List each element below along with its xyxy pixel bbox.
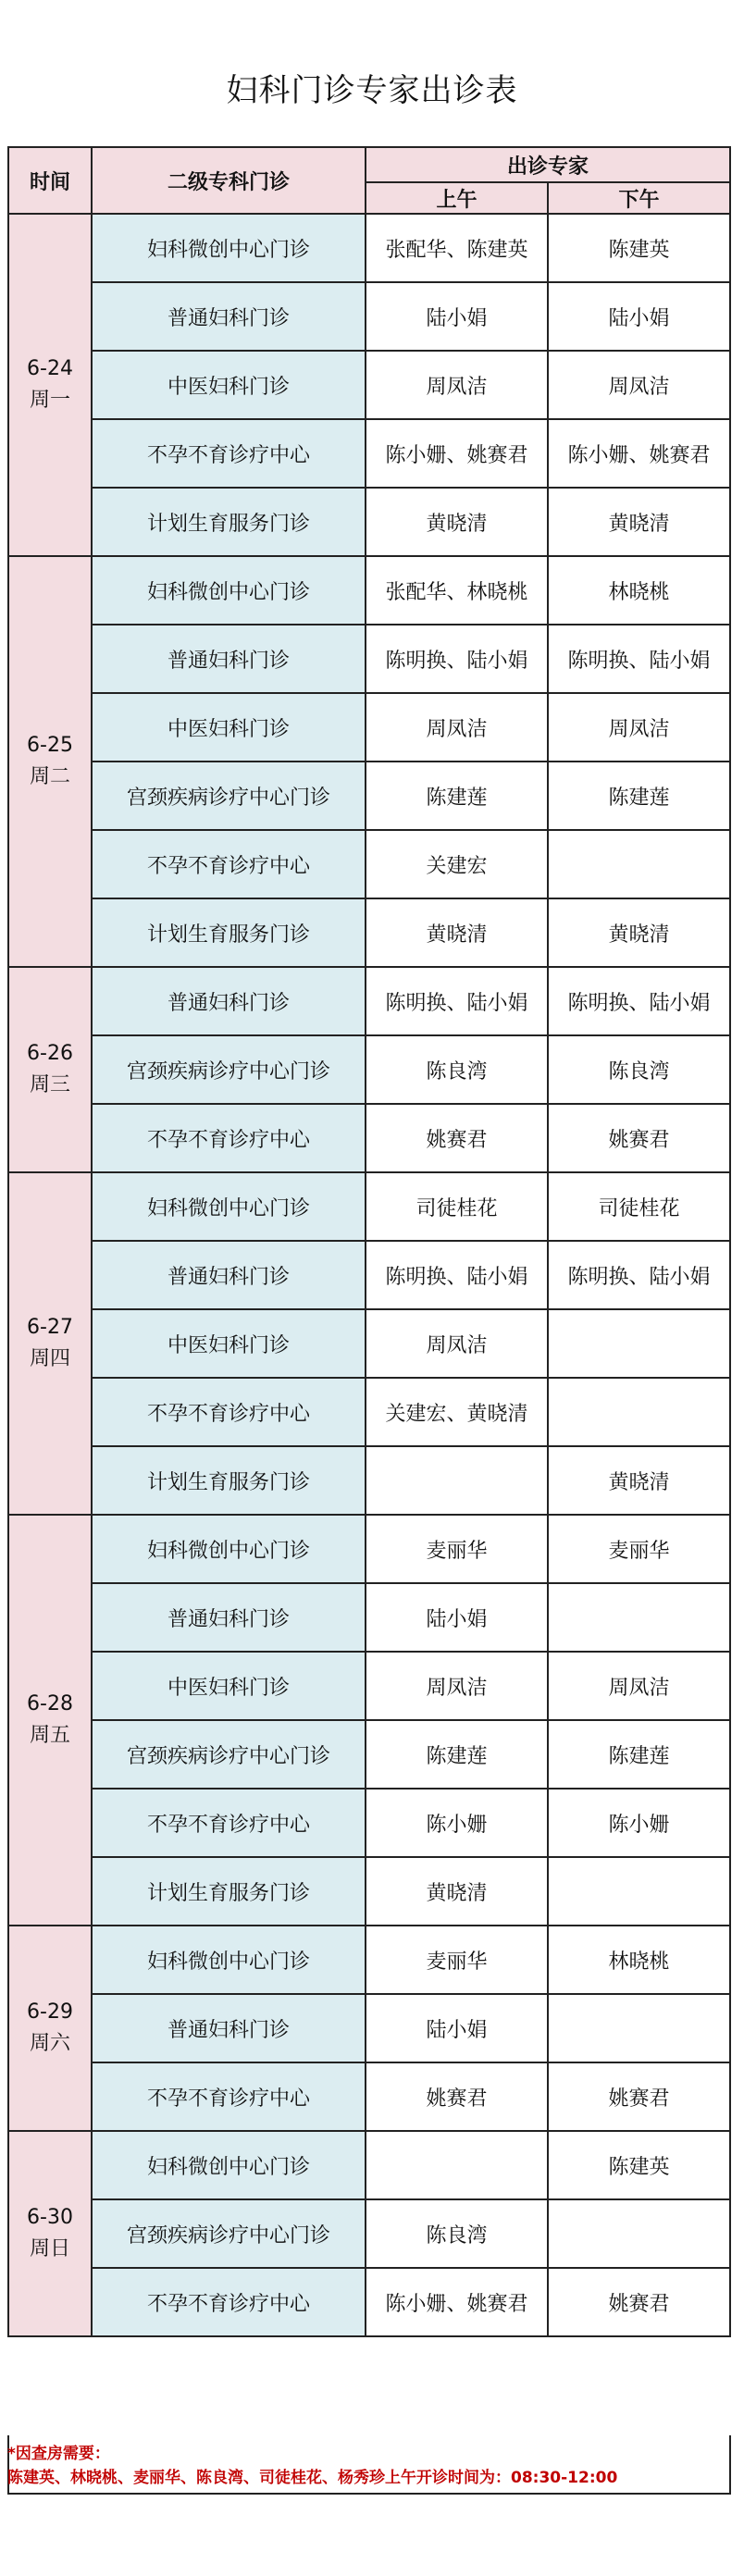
dept-cell: 不孕不育诊疗中心 bbox=[92, 419, 366, 488]
dept-cell: 计划生育服务门诊 bbox=[92, 1857, 366, 1926]
am-expert-cell: 黄晓清 bbox=[366, 1857, 548, 1926]
schedule-row bbox=[8, 1378, 730, 1446]
am-expert-cell: 陆小娟 bbox=[366, 1994, 548, 2062]
dept-cell: 妇科微创中心门诊 bbox=[92, 1926, 366, 1994]
pm-expert-cell bbox=[548, 2199, 730, 2268]
am-expert-cell: 关建宏、黄晓清 bbox=[366, 1378, 548, 1446]
pm-expert-cell: 陈明换、陆小娟 bbox=[548, 625, 730, 693]
am-expert-cell: 司徒桂花 bbox=[366, 1172, 548, 1241]
pm-expert-cell: 陈建莲 bbox=[548, 1720, 730, 1789]
schedule-row bbox=[8, 419, 730, 488]
am-expert-cell: 麦丽华 bbox=[366, 1515, 548, 1583]
schedule-row bbox=[8, 1446, 730, 1515]
am-expert-cell: 陈明换、陆小娟 bbox=[366, 967, 548, 1035]
dept-cell: 妇科微创中心门诊 bbox=[92, 1515, 366, 1583]
am-expert-cell: 麦丽华 bbox=[366, 1926, 548, 1994]
am-expert-cell: 张配华、林晓桃 bbox=[366, 556, 548, 625]
dept-cell: 中医妇科门诊 bbox=[92, 351, 366, 419]
schedule-row bbox=[8, 1515, 730, 1583]
schedule-row bbox=[8, 2131, 730, 2199]
schedule-row bbox=[8, 898, 730, 967]
date-label: 6-27 bbox=[27, 1316, 73, 1339]
dept-cell: 普通妇科门诊 bbox=[92, 282, 366, 351]
schedule-row bbox=[8, 1172, 730, 1241]
am-expert-cell: 陈明换、陆小娟 bbox=[366, 625, 548, 693]
date-cell bbox=[8, 1515, 92, 1926]
dept-cell: 宫颈疾病诊疗中心门诊 bbox=[92, 1035, 366, 1104]
dept-cell: 普通妇科门诊 bbox=[92, 967, 366, 1035]
weekday-label: 周一 bbox=[29, 389, 70, 412]
am-expert-cell: 周凤洁 bbox=[366, 1652, 548, 1720]
pm-expert-cell: 黄晓清 bbox=[548, 488, 730, 556]
schedule-row bbox=[8, 2268, 730, 2336]
date-label: 6-24 bbox=[27, 357, 73, 380]
pm-expert-cell: 陈小姗、姚赛君 bbox=[548, 419, 730, 488]
am-expert-cell: 陈建莲 bbox=[366, 762, 548, 830]
dept-cell: 普通妇科门诊 bbox=[92, 1241, 366, 1309]
pm-expert-cell: 陈建莲 bbox=[548, 762, 730, 830]
schedule-row bbox=[8, 1583, 730, 1652]
date-label: 6-28 bbox=[27, 1692, 73, 1715]
weekday-label: 周五 bbox=[29, 1724, 70, 1747]
schedule-row bbox=[8, 214, 730, 282]
dept-cell: 普通妇科门诊 bbox=[92, 1994, 366, 2062]
weekday-label: 周二 bbox=[29, 765, 70, 788]
note-line-1: *因查房需要： bbox=[7, 2445, 110, 2463]
pm-expert-cell: 姚赛君 bbox=[548, 2268, 730, 2336]
am-expert-cell: 张配华、陈建英 bbox=[366, 214, 548, 282]
dept-cell: 计划生育服务门诊 bbox=[92, 898, 366, 967]
am-expert-cell: 陈良湾 bbox=[366, 1035, 548, 1104]
am-expert-cell: 黄晓清 bbox=[366, 488, 548, 556]
weekday-label: 周日 bbox=[29, 2237, 70, 2260]
header-experts: 出诊专家 bbox=[366, 147, 730, 182]
am-expert-cell: 陈明换、陆小娟 bbox=[366, 1241, 548, 1309]
schedule-row bbox=[8, 1652, 730, 1720]
date-label: 6-29 bbox=[27, 2000, 73, 2024]
am-expert-cell bbox=[366, 1446, 548, 1515]
schedule-row bbox=[8, 625, 730, 693]
pm-expert-cell bbox=[548, 1994, 730, 2062]
schedule-row bbox=[8, 1035, 730, 1104]
weekday-label: 周三 bbox=[29, 1073, 70, 1096]
schedule-row bbox=[8, 1926, 730, 1994]
schedule-body bbox=[8, 214, 730, 2336]
schedule-row bbox=[8, 762, 730, 830]
dept-cell: 妇科微创中心门诊 bbox=[92, 214, 366, 282]
weekday-label: 周六 bbox=[29, 2032, 70, 2055]
weekday-label: 周四 bbox=[29, 1347, 70, 1370]
am-expert-cell: 黄晓清 bbox=[366, 898, 548, 967]
pm-expert-cell: 林晓桃 bbox=[548, 1926, 730, 1994]
pm-expert-cell: 黄晓清 bbox=[548, 898, 730, 967]
schedule-row bbox=[8, 556, 730, 625]
pm-expert-cell bbox=[548, 1309, 730, 1378]
pm-expert-cell bbox=[548, 1857, 730, 1926]
pm-expert-cell: 陈明换、陆小娟 bbox=[548, 1241, 730, 1309]
am-expert-cell: 陈建莲 bbox=[366, 1720, 548, 1789]
date-cell bbox=[8, 967, 92, 1172]
schedule-row bbox=[8, 1720, 730, 1789]
dept-cell: 普通妇科门诊 bbox=[92, 625, 366, 693]
date-cell bbox=[8, 1172, 92, 1515]
am-expert-cell bbox=[366, 2131, 548, 2199]
schedule-row bbox=[8, 1104, 730, 1172]
header-am: 上午 bbox=[366, 182, 548, 214]
pm-expert-cell: 麦丽华 bbox=[548, 1515, 730, 1583]
am-expert-cell: 陈小姗、姚赛君 bbox=[366, 2268, 548, 2336]
note bbox=[7, 2442, 729, 2490]
date-label: 6-25 bbox=[27, 734, 73, 757]
schedule-row bbox=[8, 282, 730, 351]
schedule-row bbox=[8, 2199, 730, 2268]
dept-cell: 中医妇科门诊 bbox=[92, 1309, 366, 1378]
dept-cell: 不孕不育诊疗中心 bbox=[92, 1378, 366, 1446]
schedule-row bbox=[8, 1994, 730, 2062]
schedule-row bbox=[8, 830, 730, 898]
am-expert-cell: 周凤洁 bbox=[366, 693, 548, 762]
dept-cell: 中医妇科门诊 bbox=[92, 1652, 366, 1720]
pm-expert-cell: 司徒桂花 bbox=[548, 1172, 730, 1241]
schedule-row bbox=[8, 967, 730, 1035]
pm-expert-cell: 陈良湾 bbox=[548, 1035, 730, 1104]
schedule-row bbox=[8, 1857, 730, 1926]
pm-expert-cell: 陈建英 bbox=[548, 2131, 730, 2199]
schedule-row bbox=[8, 351, 730, 419]
pm-expert-cell: 陈建英 bbox=[548, 214, 730, 282]
schedule-table bbox=[7, 146, 731, 2337]
am-expert-cell: 陈小姗、姚赛君 bbox=[366, 419, 548, 488]
dept-cell: 普通妇科门诊 bbox=[92, 1583, 366, 1652]
dept-cell: 计划生育服务门诊 bbox=[92, 488, 366, 556]
dept-cell: 中医妇科门诊 bbox=[92, 693, 366, 762]
dept-cell: 妇科微创中心门诊 bbox=[92, 2131, 366, 2199]
am-expert-cell: 陆小娟 bbox=[366, 1583, 548, 1652]
am-expert-cell: 姚赛君 bbox=[366, 1104, 548, 1172]
schedule-row bbox=[8, 1241, 730, 1309]
am-expert-cell: 陆小娟 bbox=[366, 282, 548, 351]
pm-expert-cell: 陈小姗 bbox=[548, 1789, 730, 1857]
pm-expert-cell: 周凤洁 bbox=[548, 351, 730, 419]
dept-cell: 宫颈疾病诊疗中心门诊 bbox=[92, 762, 366, 830]
dept-cell: 妇科微创中心门诊 bbox=[92, 556, 366, 625]
dept-cell: 不孕不育诊疗中心 bbox=[92, 1789, 366, 1857]
am-expert-cell: 姚赛君 bbox=[366, 2062, 548, 2131]
dept-cell: 宫颈疾病诊疗中心门诊 bbox=[92, 1720, 366, 1789]
date-cell bbox=[8, 1926, 92, 2131]
pm-expert-cell: 姚赛君 bbox=[548, 1104, 730, 1172]
date-cell bbox=[8, 556, 92, 967]
schedule-row bbox=[8, 1789, 730, 1857]
am-expert-cell: 陈良湾 bbox=[366, 2199, 548, 2268]
dept-cell: 不孕不育诊疗中心 bbox=[92, 1104, 366, 1172]
note-line-2: 陈建英、林晓桃、麦丽华、陈良湾、司徒桂花、杨秀珍上午开诊时间为：08:30-12:00 bbox=[7, 2469, 618, 2487]
pm-expert-cell: 陆小娟 bbox=[548, 282, 730, 351]
header-time: 时间 bbox=[8, 147, 92, 214]
pm-expert-cell bbox=[548, 1583, 730, 1652]
pm-expert-cell: 黄晓清 bbox=[548, 1446, 730, 1515]
date-label: 6-30 bbox=[27, 2206, 73, 2229]
am-expert-cell: 关建宏 bbox=[366, 830, 548, 898]
schedule-row bbox=[8, 2062, 730, 2131]
header-pm: 下午 bbox=[548, 182, 730, 214]
dept-cell: 妇科微创中心门诊 bbox=[92, 1172, 366, 1241]
date-label: 6-26 bbox=[27, 1042, 73, 1065]
dept-cell: 计划生育服务门诊 bbox=[92, 1446, 366, 1515]
date-cell bbox=[8, 2131, 92, 2336]
schedule-row bbox=[8, 488, 730, 556]
pm-expert-cell: 林晓桃 bbox=[548, 556, 730, 625]
am-expert-cell: 陈小姗 bbox=[366, 1789, 548, 1857]
pm-expert-cell: 姚赛君 bbox=[548, 2062, 730, 2131]
pm-expert-cell: 周凤洁 bbox=[548, 1652, 730, 1720]
pm-expert-cell: 陈明换、陆小娟 bbox=[548, 967, 730, 1035]
page-title: 妇科门诊专家出诊表 bbox=[226, 72, 518, 109]
date-cell bbox=[8, 214, 92, 556]
schedule-row bbox=[8, 1309, 730, 1378]
dept-cell: 不孕不育诊疗中心 bbox=[92, 2268, 366, 2336]
dept-cell: 不孕不育诊疗中心 bbox=[92, 2062, 366, 2131]
pm-expert-cell: 周凤洁 bbox=[548, 693, 730, 762]
pm-expert-cell bbox=[548, 830, 730, 898]
dept-cell: 不孕不育诊疗中心 bbox=[92, 830, 366, 898]
schedule-row bbox=[8, 693, 730, 762]
header-dept: 二级专科门诊 bbox=[92, 147, 366, 214]
am-expert-cell: 周凤洁 bbox=[366, 351, 548, 419]
pm-expert-cell bbox=[548, 1378, 730, 1446]
am-expert-cell: 周凤洁 bbox=[366, 1309, 548, 1378]
dept-cell: 宫颈疾病诊疗中心门诊 bbox=[92, 2199, 366, 2268]
